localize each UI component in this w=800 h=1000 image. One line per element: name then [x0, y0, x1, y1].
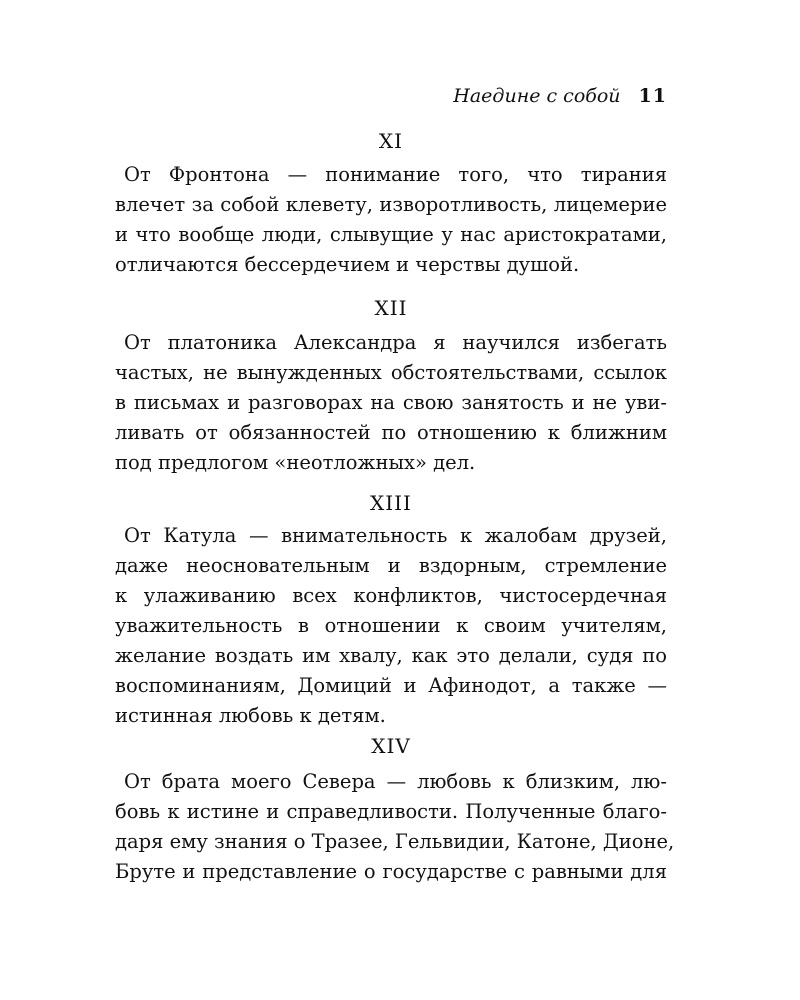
text-line: даря ему знания о Тразее, Гельвидии, Катоне, Дионе, [115, 830, 675, 853]
text-line: ливать от обязанностей по отношению к ближним [115, 421, 667, 444]
section-xii-paragraph [115, 328, 667, 478]
section-xiv-paragraph [115, 767, 675, 887]
text-line: отличаются бессердечием и черствы душой. [115, 253, 580, 276]
section-numeral-xiii: XIII [370, 491, 412, 515]
section-numeral-xiv: XIV [371, 734, 411, 758]
section-xiii-paragraph [115, 521, 667, 731]
text-line: влечет за собой клевету, изворотливость, лицемерие [115, 193, 667, 216]
text-line: От Фронтона — понимание того, что тирания [124, 163, 667, 186]
text-line: воспоминаниям, Домиций и Афинодот, а также — [115, 674, 667, 697]
page-number: 11 [638, 85, 667, 107]
text-line: в письмах и разговорах на свою занятость и не уви- [115, 391, 667, 414]
running-head-title: Наедине с собой [453, 85, 621, 107]
text-line: частых, не вынужденных обстоятельствами, ссылок [115, 361, 667, 384]
section-numeral-xi: XI [378, 129, 404, 153]
text-line: бовь к истине и справедливости. Полученные благо- [115, 800, 667, 823]
text-line: истинная любовь к детям. [115, 704, 386, 727]
running-head [453, 84, 667, 108]
text-line: и что вообще люди, слывущие у нас аристократами, [115, 223, 667, 246]
text-line: к улаживанию всех конфликтов, чистосердечная [115, 584, 667, 607]
text-line: От Катула — внимательность к жалобам друзей, [124, 524, 667, 547]
text-line: От платоника Александра я научился избегать [124, 331, 667, 354]
text-line: Бруте и представление о государстве с равными для [115, 860, 667, 883]
section-numeral-xii: XII [374, 296, 408, 320]
text-line: даже неосновательным и вздорным, стремление [115, 554, 667, 577]
text-line: под предлогом «неотложных» дел. [115, 451, 476, 474]
text-line: уважительность в отношении к своим учителям, [115, 614, 667, 637]
text-line: желание воздать им хвалу, как это делали, судя по [115, 644, 667, 667]
section-xi-paragraph [115, 160, 667, 280]
book-page [115, 0, 675, 1000]
text-line: От брата моего Севера — любовь к близким, лю- [124, 770, 667, 793]
